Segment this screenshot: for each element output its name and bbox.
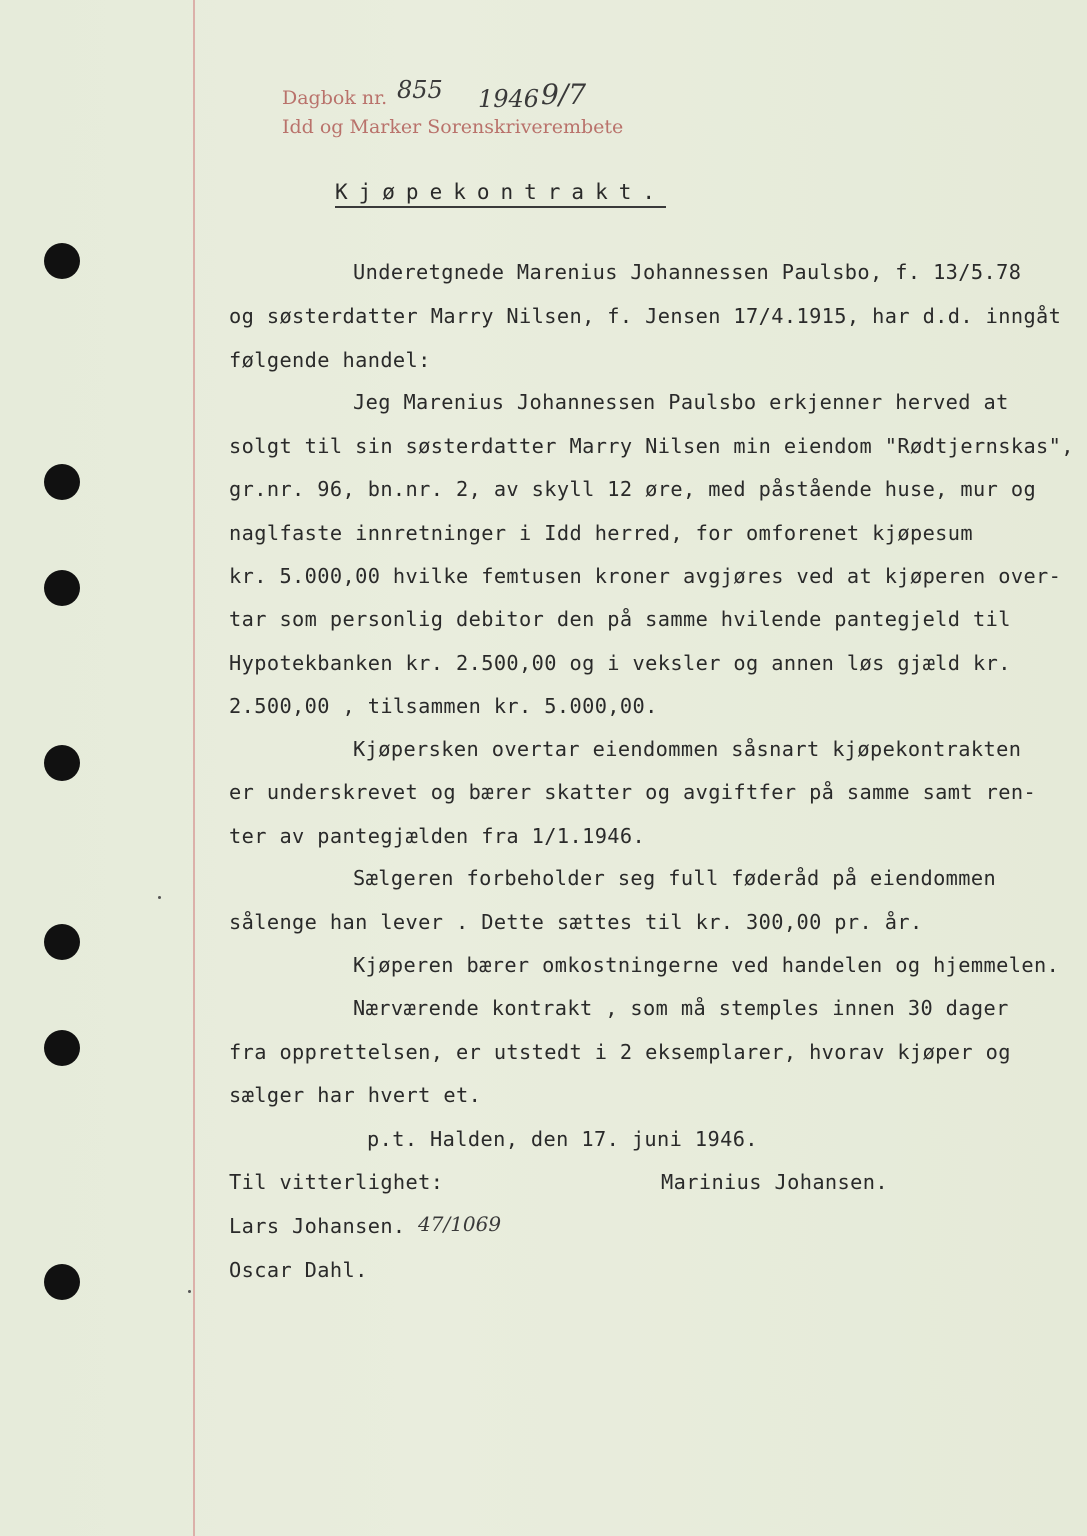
witness-name: Lars Johansen. — [229, 1214, 406, 1238]
punch-hole — [44, 570, 80, 606]
body-line: Jeg Marenius Johannessen Paulsbo erkjenner herved at — [353, 390, 1009, 414]
body-line: tar som personlig debitor den på samme hvilende pantegjeld til — [229, 607, 1011, 631]
body-line: 2.500,00 , tilsammen kr. 5.000,00. — [229, 694, 658, 718]
body-line: gr.nr. 96, bn.nr. 2, av skyll 12 øre, med påstående huse, mur og — [229, 477, 1037, 501]
body-line: solgt til sin søsterdatter Marry Nilsen min eiendom "Rødtjernskas", — [229, 434, 1074, 458]
witness-label: Til vitterlighet: — [229, 1170, 444, 1194]
body-line: sålenge han lever . Dette sættes til kr. 300,00 pr. år. — [229, 910, 923, 934]
speck — [158, 896, 161, 899]
body-line: Kjøperen bærer omkostningerne ved handelen og hjemmelen. — [353, 953, 1060, 977]
body-line: Nærværende kontrakt , som må stemples innen 30 dager — [353, 996, 1009, 1020]
punch-hole — [44, 745, 80, 781]
punch-hole — [44, 1264, 80, 1300]
body-line: følgende handel: — [229, 348, 431, 372]
body-line: Hypotekbanken kr. 2.500,00 og i veksler og annen løs gjæld kr. — [229, 651, 1011, 675]
handwritten-margin-note: 47/1069 — [418, 1212, 502, 1236]
body-line: Underetgnede Marenius Johannessen Paulsbo, f. 13/5.78 — [353, 260, 1022, 284]
body-line: fra opprettelsen, er utstedt i 2 eksemplarer, hvorav kjøper og — [229, 1040, 1011, 1064]
body-line: Sælgeren forbeholder seg full føderåd på eiendommen — [353, 866, 997, 890]
punch-hole — [44, 924, 80, 960]
margin-rule — [193, 0, 195, 1536]
handwritten-date: 9/7 — [541, 78, 587, 111]
speck — [188, 1290, 191, 1293]
registry-stamp-line2: Idd og Marker Sorenskriverembete — [282, 116, 624, 138]
punch-hole — [44, 464, 80, 500]
body-line: ter av pantegjælden fra 1/1.1946. — [229, 824, 646, 848]
handwritten-year: 1946 — [478, 85, 540, 113]
body-line: kr. 5.000,00 hvilke femtusen kroner avgjøres ved at kjøperen over- — [229, 564, 1062, 588]
punch-hole — [44, 243, 80, 279]
body-line: og søsterdatter Marry Nilsen, f. Jensen 17/4.1915, har d.d. inngåt — [229, 304, 1062, 328]
registry-stamp-line1: Dagbok nr. — [282, 87, 388, 109]
document-title: Kjøpekontrakt. — [335, 180, 666, 208]
body-line: sælger har hvert et. — [229, 1083, 482, 1107]
handwritten-dagbok-number: 855 — [397, 76, 443, 104]
seller-signature: Marinius Johansen. — [661, 1170, 888, 1194]
body-line: Kjøpersken overtar eiendommen såsnart kjøpekontrakten — [353, 737, 1022, 761]
witness-name: Oscar Dahl. — [229, 1258, 368, 1282]
punch-hole — [44, 1030, 80, 1066]
place-date-line: p.t. Halden, den 17. juni 1946. — [367, 1127, 758, 1151]
body-line: er underskrevet og bærer skatter og avgiftfer på samme samt ren- — [229, 780, 1037, 804]
body-line: naglfaste innretninger i Idd herred, for omforenet kjøpesum — [229, 521, 974, 545]
